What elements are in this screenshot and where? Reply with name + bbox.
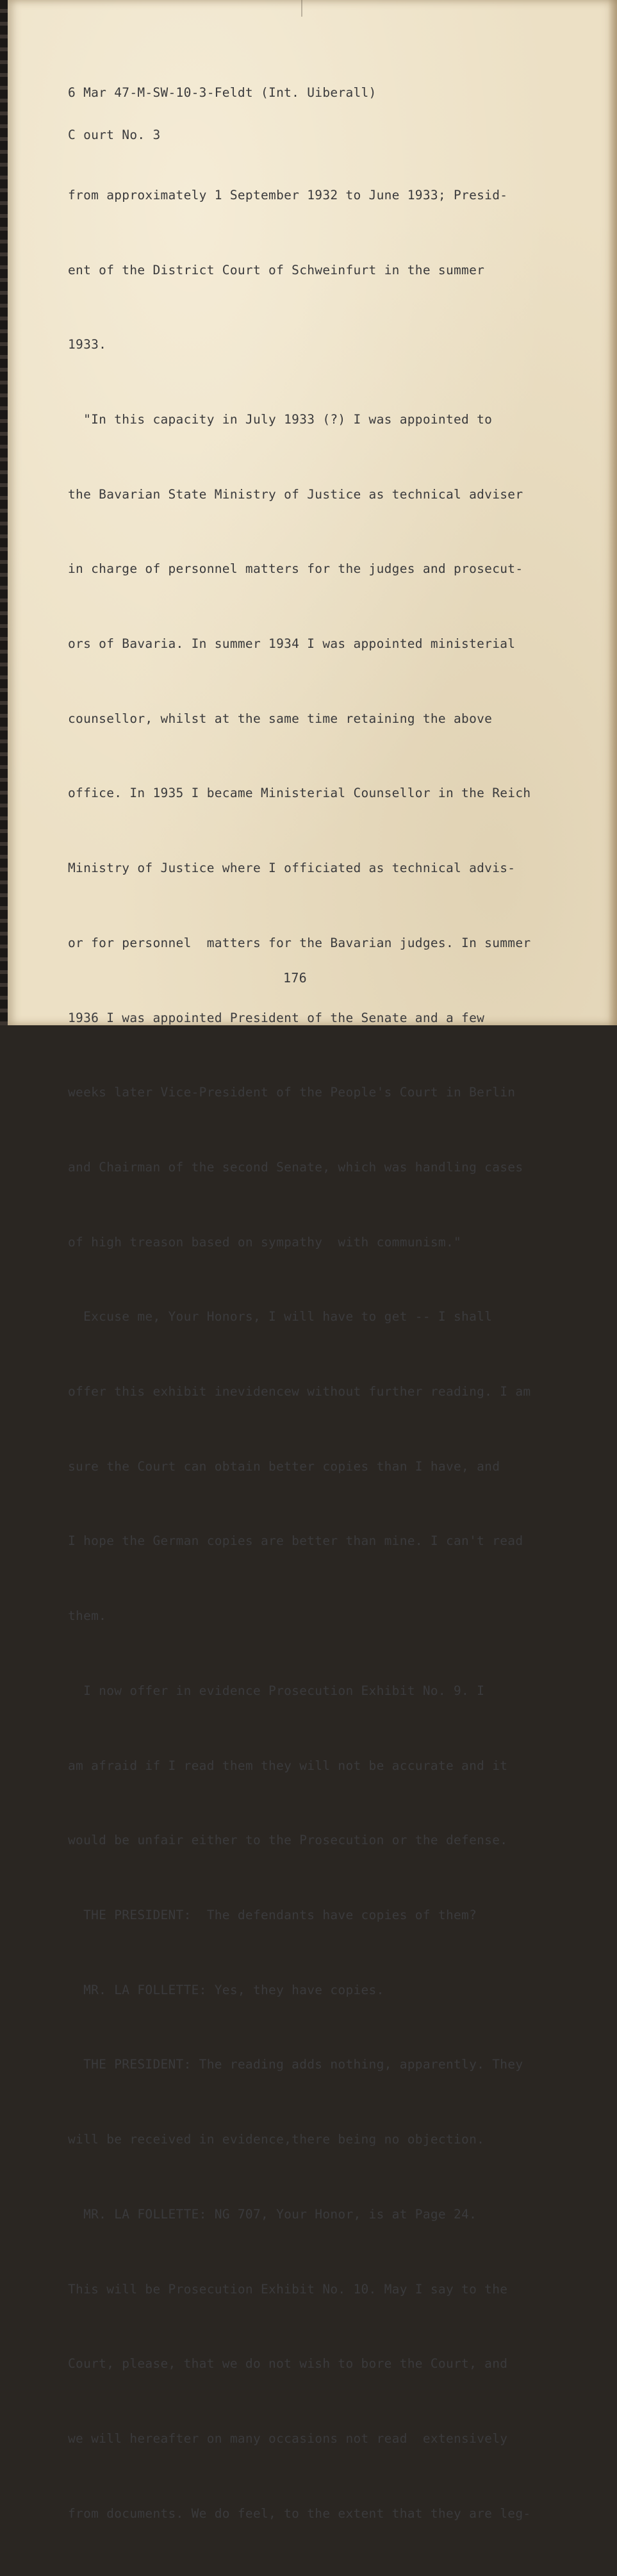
fold-mark — [301, 0, 302, 17]
text-line: ors of Bavaria. In summer 1934 I was appointed ministerial — [68, 636, 516, 652]
text-line: sure the Court can obtain better copies than I have, and — [68, 1458, 500, 1474]
text-line: I now offer in evidence Prosecution Exhibit No. 9. I — [68, 1683, 485, 1698]
header-reference: 6 Mar 47-M-SW-10-3-Feldt (Int. Uiberall) — [68, 85, 377, 100]
text-line: Excuse me, Your Honors, I will have to get -- I shall — [68, 1309, 493, 1325]
transcript-body — [68, 133, 531, 2576]
text-line: and Chairman of the second Senate, which was handling cases — [68, 1159, 523, 1175]
text-line: from documents. We do feel, to the extent that they are leg- — [68, 2506, 531, 2521]
text-line: in charge of personnel matters for the judges and prosecut- — [68, 561, 523, 577]
text-line: THE PRESIDENT: The defendants have copies of them? — [68, 1907, 477, 1922]
document-page — [8, 0, 617, 2521]
text-line: office. In 1935 I became Ministerial Counsellor in the Reich — [68, 786, 531, 801]
text-line: 1933. — [68, 337, 107, 352]
text-line: Court, please, that we do not wish to bore the Court, and — [68, 2356, 508, 2372]
text-line: This will be Prosecution Exhibit No. 10. May I say to the — [68, 2281, 508, 2297]
text-line: MR. LA FOLLETTE: Yes, they have copies. — [68, 1982, 384, 1997]
text-line: weeks later Vice-President of the People's Court in Berlin — [68, 1085, 516, 1100]
text-line: Ministry of Justice where I officiated as technical advis- — [68, 861, 516, 876]
text-line: am afraid if I read them they will not be accurate and it — [68, 1758, 508, 1773]
binder-edge — [0, 0, 8, 1025]
text-line: of high treason based on sympathy with communism." — [68, 1234, 462, 1250]
text-line: would be unfair either to the Prosecution or the defense. — [68, 1833, 508, 1848]
text-line: offer this exhibit inevidencew without further reading. I am — [68, 1384, 531, 1399]
header-court: C ourt No. 3 — [68, 128, 161, 142]
text-line: MR. LA FOLLETTE: NG 707, Your Honor, is at Page 24. — [68, 2206, 477, 2222]
text-line: I hope the German copies are better than mine. I can't read — [68, 1533, 523, 1549]
page-edge-shadow — [608, 0, 617, 1025]
text-line: from approximately 1 September 1932 to June 1933; Presid- — [68, 187, 508, 202]
text-line: we will hereafter on many occasions not read extensively — [68, 2431, 508, 2446]
page-number: 176 — [283, 970, 308, 986]
text-line: the Bavarian State Ministry of Justice as technical adviser — [68, 486, 523, 502]
text-line: them. — [68, 1608, 107, 1624]
text-line: counsellor, whilst at the same time retaining the above — [68, 711, 493, 726]
text-line: 1936 I was appointed President of the Senate and a few — [68, 1010, 485, 1025]
text-line: will be received in evidence,there being no objection. — [68, 2132, 485, 2147]
text-line: THE PRESIDENT: The reading adds nothing, apparently. They — [68, 2057, 523, 2072]
text-line: ent of the District Court of Schweinfurt in the summer — [68, 262, 485, 277]
text-line: "In this capacity in July 1933 (?) I was appointed to — [68, 411, 493, 427]
text-line: or for personnel matters for the Bavarian judges. In summer — [68, 935, 531, 950]
